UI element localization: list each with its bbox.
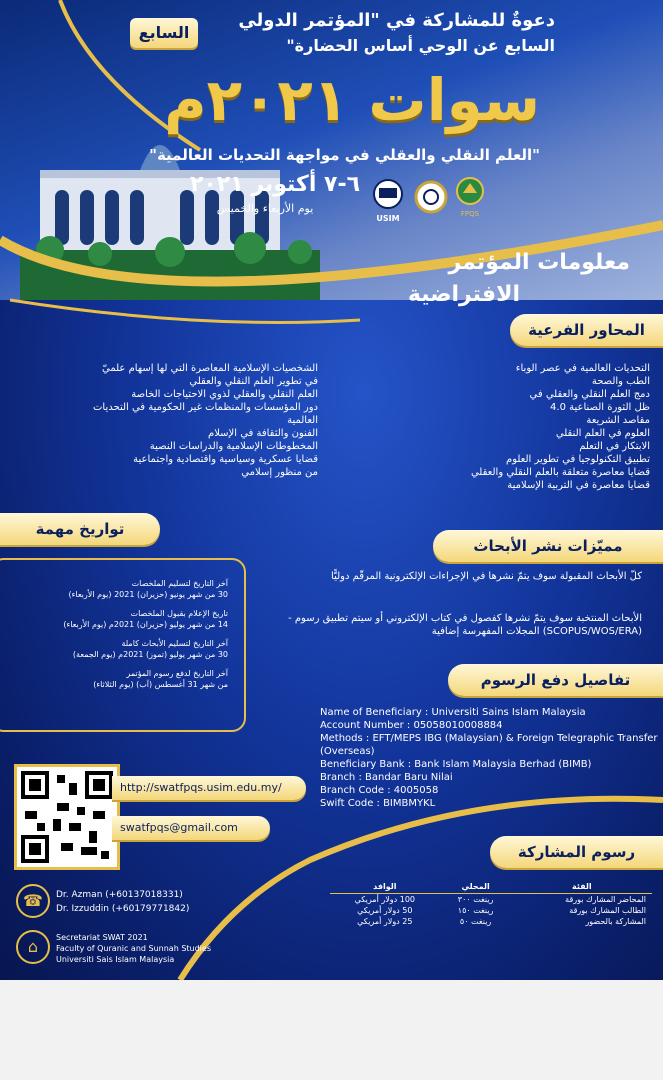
track-item: دمج العلم النقلي والعقلي في	[529, 389, 650, 400]
payment-line: Branch Code : 4005058	[320, 785, 439, 796]
payment-line: Beneficiary Bank : Bank Islam Malaysia Berhad (BIMB)	[320, 759, 592, 770]
faculty-seal-logo	[414, 180, 448, 214]
payment-line: Name of Beneficiary : Universiti Sains Islam Malaysia	[320, 707, 586, 718]
phone-icon: ☎	[16, 884, 50, 918]
track-item: دور المؤسسات والمنظمات غير الحكومية في التحديات	[93, 402, 318, 413]
track-item: قضايا معاصرة في التربية الإسلامية	[507, 480, 650, 491]
fees-row: الطالب المشارك بورقة رينغت ١٥٠ 50 دولار أمريكي	[357, 906, 646, 915]
track-item: الطب والصحة	[591, 376, 650, 387]
fees-row: المشاركة بالحضور رينغت ٥٠ 25 دولار أمريكي	[357, 917, 646, 926]
conference-subtitle: "العلم النقلي والعقلي في مواجهة التحديات العالمية"	[149, 146, 540, 164]
track-item: من منظور إسلامي	[241, 467, 318, 478]
track-item: المخطوطات الإسلامية والدراسات النصية	[149, 441, 318, 452]
tracks-list-right	[330, 362, 650, 492]
secretariat-line-1: Secretariat SWAT 2021	[56, 933, 148, 942]
tracks-list-left	[20, 362, 318, 479]
track-item: قضايا عسكرية وسياسية واقتصادية واجتماعية	[133, 454, 318, 465]
fees-header-local: المحلي	[440, 880, 512, 894]
fees-row: المحاضر المشارك بورقة رينغت ٣٠٠ 100 دولار أمريكي	[354, 895, 646, 904]
track-item: ظل الثورة الصناعية 4.0	[550, 402, 650, 413]
info-title-line1: معلومات المؤتمر	[448, 250, 630, 275]
phone-contact-1: Dr. Azman (+60137018331)	[56, 890, 183, 900]
publishing-point-1: كلّ الأبحاث المقبولة سوف يتمّ نشرها في الإجراءات الإلكترونية المرقّم دوليًّا	[331, 571, 642, 582]
date-item: آخر التاريخ لتسليم الأبحاث كاملة 30 من شهر يوليو (تموز) 2021م (يوم الجمعة)	[72, 639, 228, 659]
payment-line: Account Number : 05058010008884	[320, 720, 503, 731]
track-item: في تطوير العلم النقلي والعقلي	[189, 376, 318, 387]
secretariat-line-2: Faculty of Quranic and Sunnah Studies	[56, 944, 211, 953]
payment-heading: تفاصيل دفع الرسوم	[448, 664, 663, 696]
payment-line: Methods : EFT/MEPS IBG (Malaysian) & Foreign Telegraphic Transfer (Overseas)	[320, 733, 658, 757]
fees-header-row	[330, 880, 652, 894]
date-item: آخر التاريخ لتسليم الملخصات 30 من شهر يونيو (حزيران) 2021 (يوم الأربعاء)	[68, 579, 228, 599]
date-item: تاريخ الإعلام بقبول الملخصات 14 من شهر يوليو (حزيران) 2021م (يوم الأربعاء)	[63, 609, 228, 629]
payment-line: Swift Code : BIMBMYKL	[320, 798, 436, 809]
edition-badge: السابع	[130, 18, 198, 48]
payment-details	[320, 706, 660, 810]
track-item: الابتكار في التعلم	[579, 441, 650, 452]
track-item: مقاصد الشريعة	[586, 415, 650, 426]
fees-header-category: الفئة	[512, 880, 652, 894]
fees-table	[330, 880, 652, 927]
track-item: الشخصيات الإسلامية المعاصرة التي لها إسهام علميّ	[102, 363, 318, 374]
fees-header-international: الوافد	[330, 880, 440, 894]
fpqs-logo: FPQS	[454, 176, 486, 216]
swat-2021-logo: سوات ٢٠٢١م	[164, 66, 540, 134]
invite-line-1: دعوةٌ للمشاركة في "المؤتمر الدولي	[238, 10, 555, 31]
website-link[interactable]: http://swatfpqs.usim.edu.my/	[112, 776, 306, 800]
track-item: الفنون والثقافة في الإسلام	[208, 428, 318, 439]
conference-days: يوم الأربعاء والخميس	[216, 202, 314, 215]
email-link[interactable]: swatfpqs@gmail.com	[112, 816, 270, 840]
info-title-line2: الافتراضية	[407, 282, 520, 307]
track-item: التحديات العالمية في عصر الوباء	[515, 363, 650, 374]
track-item: العلم النقلي والعقلي لذوي الاحتياجات الخاصة	[131, 389, 318, 400]
invite-line-2: السابع عن الوحي أساس الحضارة"	[286, 36, 555, 55]
usim-logo: USIM	[368, 178, 408, 218]
track-item: قضايا معاصرة متعلقة بالعلم النقلي والعقلي	[470, 467, 650, 478]
tracks-heading: المحاور الفرعية	[510, 314, 663, 346]
fees-heading: رسوم المشاركة	[490, 836, 663, 868]
payment-line: Branch : Bandar Baru Nilai	[320, 772, 453, 783]
date-item: آخر التاريخ لدفع رسوم المؤتمر من شهر 31 أغسطس (آب) (يوم الثلاثاء)	[93, 669, 228, 689]
publishing-point-2: الأبحاث المنتخبة سوف يتمّ نشرها كفصول في كتاب الإلكتروني أو سيتم تطبيق رسوم -(SCOPUS/WOS/ERA) المجلات المفهرسة إضافية	[288, 613, 642, 637]
secretariat-line-3: Universiti Sais Islam Malaysia	[56, 955, 175, 964]
publishing-heading: مميّزات نشر الأبحاث	[433, 530, 663, 562]
conference-dates: ٦-٧ أكتوبر ٢٠٢١	[189, 172, 361, 197]
qr-code[interactable]	[14, 764, 120, 870]
dates-list	[10, 578, 228, 690]
building-icon: ⌂	[16, 930, 50, 964]
track-item: تطبيق التكنولوجيا في تطوير العلوم	[506, 454, 650, 465]
track-item: العلوم في العلم النقلي	[555, 428, 650, 439]
important-dates-heading: تواريخ مهمة	[0, 513, 160, 545]
track-item: العالمية	[287, 415, 318, 426]
phone-contact-2: Dr. Izzuddin (+60179771842)	[56, 904, 190, 914]
